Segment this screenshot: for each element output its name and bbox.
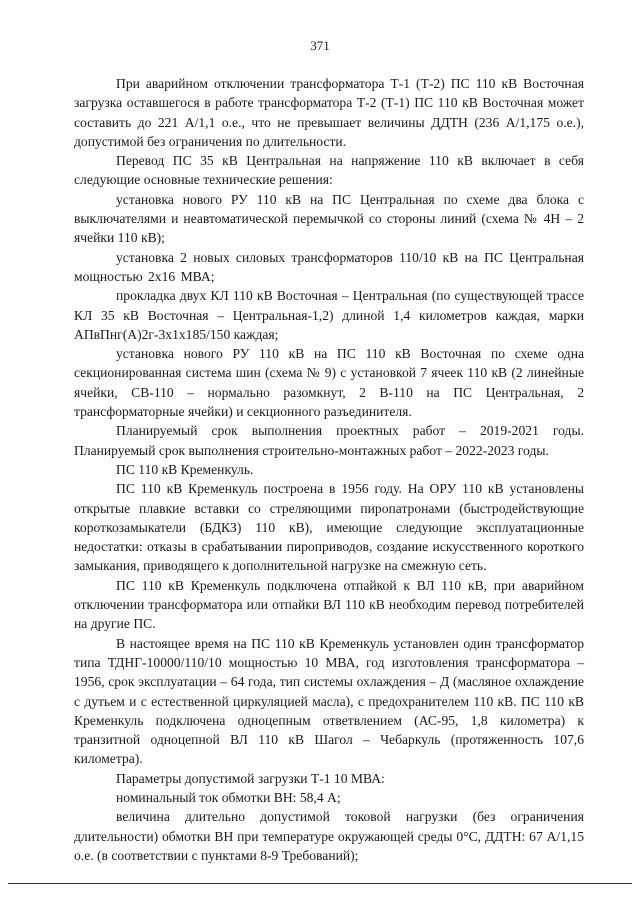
paragraph-emergency-shutdown: При аварийном отключении трансформатора Т-1 (Т-2) ПС 110 кВ Восточная загрузка оставшегося в работе трансформатора Т-2 (Т-1) ПС 110 кВ Восточная может составить до 221 А/1,1 о.е., что не превышает величины ДДТН (236 А/1,175 о.е.), допустимой без ограничения по длительности.	[74, 76, 584, 149]
paragraph-kremenkul-transformer: В настоящее время на ПС 110 кВ Кременкуль установлен один трансформатор типа ТДНГ-10000/110/10 мощностью 10 МВА, год изготовления трансформатора – 1956, срок эксплуатации – 64 года, тип системы охлаждения – Д (масляное охлаждение с дутьем и с естественной циркуляцией масла), с предохранителем 110 кВ. ПС 110 кВ Кременкуль подключена одноцепным ответвлением (АС-95, 1,8 километра) к транзитной одноцепной ВЛ 110 кВ Шагол – Чебаркуль (протяженность 107,6 километра).	[74, 635, 584, 767]
paragraph-load-parameters-heading: Параметры допустимой загрузки Т-1 10 МВА:	[116, 770, 385, 786]
bottom-divider	[8, 883, 632, 884]
paragraph-cable-lines: прокладка двух КЛ 110 кВ Восточная – Центральная (по существующей трассе КЛ 35 кВ Восточная – Центральная-1,2) длиной 1,4 километров каждая, марки АПвПнг(А)2г-3х1х185/150 каждая;	[74, 288, 584, 342]
section-heading-kremenkul: ПС 110 кВ Кременкуль.	[116, 461, 254, 477]
paragraph-new-transformers: установка 2 новых силовых трансформаторов 110/10 кВ на ПС Центральная мощностью 2х16 МВА;	[74, 249, 584, 284]
paragraph-vostochnaya-switchgear: установка нового РУ 110 кВ на ПС 110 кВ Восточная по схеме одна секционированная система шин (схема № 9) с установкой 7 ячеек 110 кВ (2 линейные ячейки, СВ-110 – нормально разомкнут, 2 В-110 на ПС Центральная, 2 трансформаторные ячейки) и секционного разъединителя.	[74, 346, 584, 420]
paragraph-transfer-intro: Перевод ПС 35 кВ Центральная на напряжение 110 кВ включает в себя следующие основные технические решения:	[74, 153, 584, 188]
document-body	[74, 74, 584, 865]
paragraph-continuous-load: величина длительно допустимой токовой нагрузки (без ограничения длительности) обмотки ВН при температуре окружающей среды 0°С, ДДТН: 67 А/1,15 о.е. (в соответствии с пунктами 8-9 Требований);	[74, 809, 584, 863]
paragraph-planned-terms: Планируемый срок выполнения проектных работ – 2019-2021 годы. Планируемый срок выполнения строительно-монтажных работ – 2022-2023 годы.	[74, 423, 584, 458]
page-number: 371	[310, 38, 330, 53]
paragraph-new-switchgear: установка нового РУ 110 кВ на ПС Центральная по схеме два блока с выключателями и неавтоматической перемычкой со стороны линий (схема № 4Н – 2 ячейки 110 кВ);	[74, 191, 584, 246]
paragraph-kremenkul-history: ПС 110 кВ Кременкуль построена в 1956 году. На ОРУ 110 кВ установлены открытые плавкие вставки со стреляющими пиропатронами (быстродействующие короткозамыкатели (БДКЗ) 110 кВ), имеющие следующие эксплуатационные недостатки: отказы в срабатывании пироприводов, создание искусственного короткого замыкания, приводящего к дополнительной нагрузке на смежную сеть.	[74, 481, 584, 574]
paragraph-kremenkul-connection: ПС 110 кВ Кременкуль подключена отпайкой к ВЛ 110 кВ, при аварийном отключении трансформатора или отпайки ВЛ 110 кВ необходим перевод потребителей на другие ПС.	[74, 577, 584, 632]
paragraph-rated-current: номинальный ток обмотки ВН: 58,4 А;	[116, 789, 341, 805]
